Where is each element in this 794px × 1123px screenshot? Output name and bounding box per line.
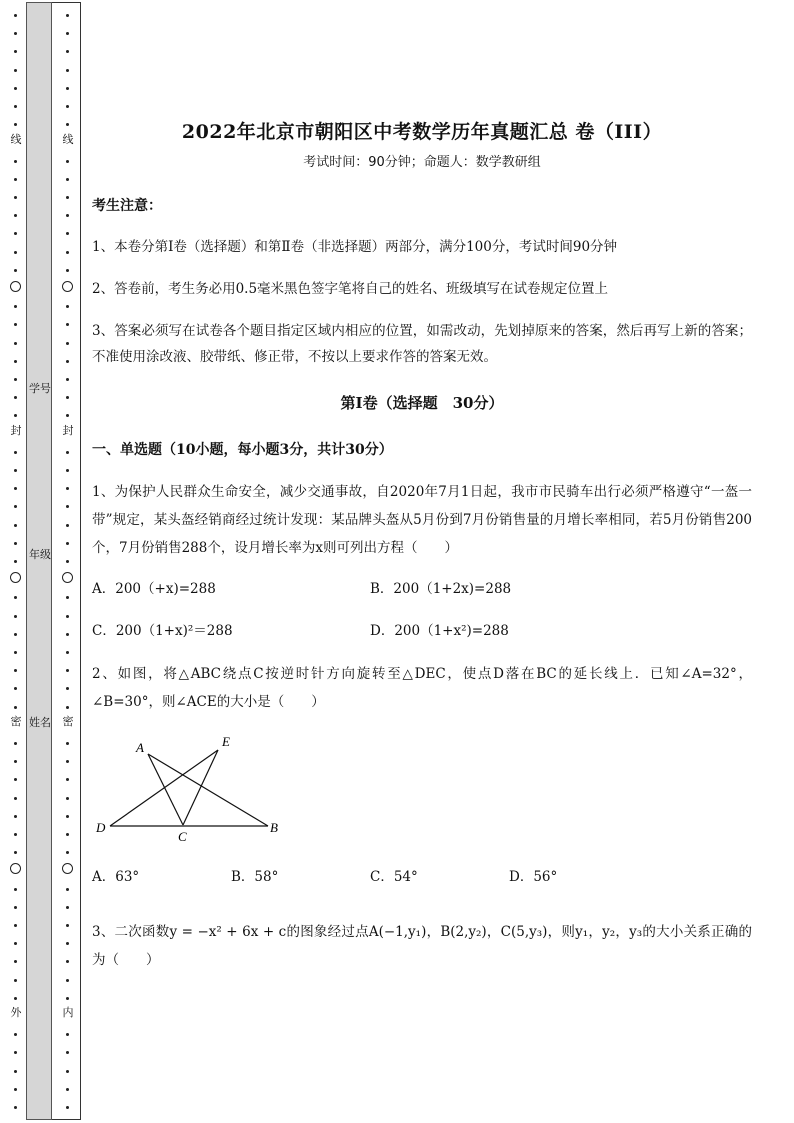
point-label-c: C <box>178 829 187 844</box>
cut-line-dot <box>66 87 69 90</box>
cut-line-dot <box>66 1088 69 1091</box>
cut-line-dot <box>66 196 69 199</box>
binding-hole-icon <box>10 863 21 874</box>
cut-line-dot <box>66 32 69 35</box>
frame-right-line <box>80 2 81 1120</box>
binding-hole-icon <box>62 572 73 583</box>
outer-label-xian: 线 <box>10 133 22 146</box>
cut-line-dot <box>66 687 69 690</box>
question-2-stem: 2、如图，将△ABC绕点C按逆时针方向旋转至△DEC，使点D落在BC的延长线上．已知∠A=32°，∠B=30°，则∠ACE的大小是（ ） <box>92 666 752 710</box>
grade-label: 年级 <box>29 548 51 561</box>
cut-line-dot <box>66 1033 69 1036</box>
cut-line-dot <box>14 651 17 654</box>
cut-line-dot <box>66 69 69 72</box>
student-number-label: 学号 <box>29 382 51 395</box>
cut-line-dot <box>66 615 69 618</box>
cut-line-dot <box>66 979 69 982</box>
cut-line-dot <box>66 833 69 836</box>
outer-label-wai: 外 <box>10 1006 22 1019</box>
cut-line-dot <box>14 50 17 53</box>
cut-line-dot <box>14 378 17 381</box>
outer-dotted-cut-line <box>6 0 26 1123</box>
cut-line-dot <box>66 906 69 909</box>
cut-line-dot <box>14 778 17 781</box>
binding-hole-icon <box>62 281 73 292</box>
cut-line-dot <box>14 305 17 308</box>
cut-line-dot <box>66 997 69 1000</box>
cut-line-dot <box>14 1051 17 1054</box>
cut-line-dot <box>66 560 69 563</box>
cut-line-dot <box>66 505 69 508</box>
cut-line-dot <box>14 414 17 417</box>
cut-line-dot <box>66 469 69 472</box>
segment-de <box>110 750 218 826</box>
cut-line-dot <box>14 797 17 800</box>
cut-line-dot <box>14 833 17 836</box>
point-label-a: A <box>136 740 144 755</box>
cut-line-dot <box>66 669 69 672</box>
cut-line-dot <box>66 123 69 126</box>
cut-line-dot <box>14 596 17 599</box>
question-1-option-c: C．200（1+x)²＝288 <box>92 623 233 639</box>
cut-line-dot <box>66 323 69 326</box>
cut-line-dot <box>66 214 69 217</box>
cut-line-dot <box>66 1051 69 1054</box>
cut-line-dot <box>66 797 69 800</box>
outer-label-feng: 封 <box>10 424 22 437</box>
cut-line-dot <box>14 360 17 363</box>
cut-line-dot <box>14 232 17 235</box>
cut-line-dot <box>66 960 69 963</box>
cut-line-dot <box>14 160 17 163</box>
cut-line-dot <box>14 1070 17 1073</box>
inner-label-feng: 封 <box>62 424 74 437</box>
cut-line-dot <box>14 32 17 35</box>
point-label-e: E <box>222 734 230 749</box>
cut-line-dot <box>66 251 69 254</box>
cut-line-dot <box>14 269 17 272</box>
question-3-stem: 3、二次函数y = −x² + 6x + c的图象经过点A(−1,y₁)，B(2,y₂)，C(5,y₃)，则y₁，y₂，y₃的大小关系正确的为（ ） <box>92 924 752 968</box>
section-title: 第I卷（选择题 30分） <box>340 394 504 412</box>
cut-line-dot <box>66 178 69 181</box>
inner-label-xian: 线 <box>62 133 74 146</box>
cut-line-dot <box>66 360 69 363</box>
cut-line-dot <box>14 906 17 909</box>
notes-heading: 考生注意： <box>92 198 162 214</box>
cut-line-dot <box>14 1088 17 1091</box>
cut-line-dot <box>66 160 69 163</box>
cut-line-dot <box>14 123 17 126</box>
cut-line-dot <box>66 1070 69 1073</box>
cut-line-dot <box>66 232 69 235</box>
cut-line-dot <box>14 214 17 217</box>
cut-line-dot <box>14 615 17 618</box>
cut-line-dot <box>14 1106 17 1109</box>
cut-line-dot <box>14 960 17 963</box>
cut-line-dot <box>66 742 69 745</box>
cut-line-dot <box>14 396 17 399</box>
inner-dotted-cut-line <box>58 0 78 1123</box>
cut-line-dot <box>14 888 17 891</box>
cut-line-dot <box>14 979 17 982</box>
point-label-d: D <box>96 820 106 835</box>
cut-line-dot <box>14 742 17 745</box>
cut-line-dot <box>66 706 69 709</box>
cut-line-dot <box>66 50 69 53</box>
cut-line-dot <box>14 815 17 818</box>
cut-line-dot <box>66 396 69 399</box>
cut-line-dot <box>66 305 69 308</box>
question-2-option-a: A．63° <box>92 869 140 885</box>
cut-line-dot <box>66 269 69 272</box>
exam-subtitle: 考试时间：90分钟；命题人：数学教研组 <box>303 155 541 170</box>
cut-line-dot <box>14 851 17 854</box>
cut-line-dot <box>14 451 17 454</box>
cut-line-dot <box>14 669 17 672</box>
question-2-figure <box>92 724 752 844</box>
question-1-option-d: D．200（1+x²)=288 <box>370 623 509 639</box>
cut-line-dot <box>14 633 17 636</box>
cut-line-dot <box>66 451 69 454</box>
cut-line-dot <box>14 524 17 527</box>
cut-line-dot <box>66 942 69 945</box>
question-1-option-b: B．200（1+2x)=288 <box>370 581 512 597</box>
cut-line-dot <box>66 815 69 818</box>
cut-line-dot <box>66 378 69 381</box>
question-2-option-b: B．58° <box>231 869 279 885</box>
cut-line-dot <box>14 323 17 326</box>
note-item-2: 2、答卷前，考生务必用0.5毫米黑色签字笔将自己的姓名、班级填写在试卷规定位置上 <box>92 281 609 297</box>
outer-label-mi: 密 <box>10 715 22 728</box>
cut-line-dot <box>14 69 17 72</box>
cut-line-dot <box>14 687 17 690</box>
cut-line-dot <box>66 1106 69 1109</box>
question-2-option-d: D．56° <box>509 869 558 885</box>
binding-hole-icon <box>10 572 21 583</box>
question-2-option-c: C．54° <box>370 869 418 885</box>
student-info-band <box>26 2 52 1120</box>
cut-line-dot <box>66 651 69 654</box>
cut-line-dot <box>66 760 69 763</box>
cut-line-dot <box>14 105 17 108</box>
cut-line-dot <box>14 196 17 199</box>
cut-line-dot <box>14 342 17 345</box>
cut-line-dot <box>66 14 69 17</box>
cut-line-dot <box>14 706 17 709</box>
cut-line-dot <box>14 542 17 545</box>
cut-line-dot <box>14 924 17 927</box>
cut-line-dot <box>14 14 17 17</box>
note-item-1: 1、本卷分第I卷（选择题）和第Ⅱ卷（非选择题）两部分，满分100分，考试时间90分钟 <box>92 239 618 255</box>
binding-hole-icon <box>10 281 21 292</box>
cut-line-dot <box>14 487 17 490</box>
note-item-3: 3、答案必须写在试卷各个题目指定区域内相应的位置，如需改动，先划掉原来的答案，然后再写上新的答案；不准使用涂改液、胶带纸、修正带，不按以上要求作答的答案无效。 <box>92 323 752 365</box>
cut-line-dot <box>14 469 17 472</box>
question-1-options-row-1 <box>92 578 752 600</box>
point-label-b: B <box>270 820 278 835</box>
inner-label-mi: 密 <box>62 715 74 728</box>
cut-line-dot <box>66 633 69 636</box>
cut-line-dot <box>66 487 69 490</box>
cut-line-dot <box>66 414 69 417</box>
page-title: 2022年北京市朝阳区中考数学历年真题汇总 卷（III） <box>181 121 663 143</box>
cut-line-dot <box>14 997 17 1000</box>
cut-line-dot <box>14 505 17 508</box>
cut-line-dot <box>66 888 69 891</box>
part-heading: 一、单选题（10小题，每小题3分，共计30分） <box>92 442 393 458</box>
cut-line-dot <box>66 596 69 599</box>
binding-hole-icon <box>62 863 73 874</box>
cut-line-dot <box>66 851 69 854</box>
cut-line-dot <box>14 178 17 181</box>
cut-line-dot <box>66 342 69 345</box>
cut-line-dot <box>66 105 69 108</box>
cut-line-dot <box>14 251 17 254</box>
cut-line-dot <box>66 524 69 527</box>
cut-line-dot <box>14 942 17 945</box>
exam-content <box>92 118 752 974</box>
segment-ec <box>183 750 218 825</box>
question-1-stem: 1、为保护人民群众生命安全，减少交通事故，自2020年7月1日起，我市市民骑车出行必须严格遵守“一盔一带”规定，某头盔经销商经过统计发现：某品牌头盔从5月份到7月份销售量的月增长率相同，若5月份销售200个，7月份销售288个，设月增长率为x则可列出方程（ ） <box>92 484 752 556</box>
question-1-option-a: A．200（+x)=288 <box>92 581 216 597</box>
cut-line-dot <box>66 924 69 927</box>
inner-label-nei: 内 <box>62 1006 74 1019</box>
cut-line-dot <box>14 87 17 90</box>
binding-margin <box>0 0 84 1123</box>
name-label: 姓名 <box>29 716 51 729</box>
question-1-options-row-2 <box>92 620 752 642</box>
cut-line-dot <box>66 542 69 545</box>
cut-line-dot <box>14 1033 17 1036</box>
question-2-options <box>92 866 752 888</box>
cut-line-dot <box>14 760 17 763</box>
cut-line-dot <box>66 778 69 781</box>
cut-line-dot <box>14 560 17 563</box>
triangle-rotation-diagram <box>92 724 292 844</box>
